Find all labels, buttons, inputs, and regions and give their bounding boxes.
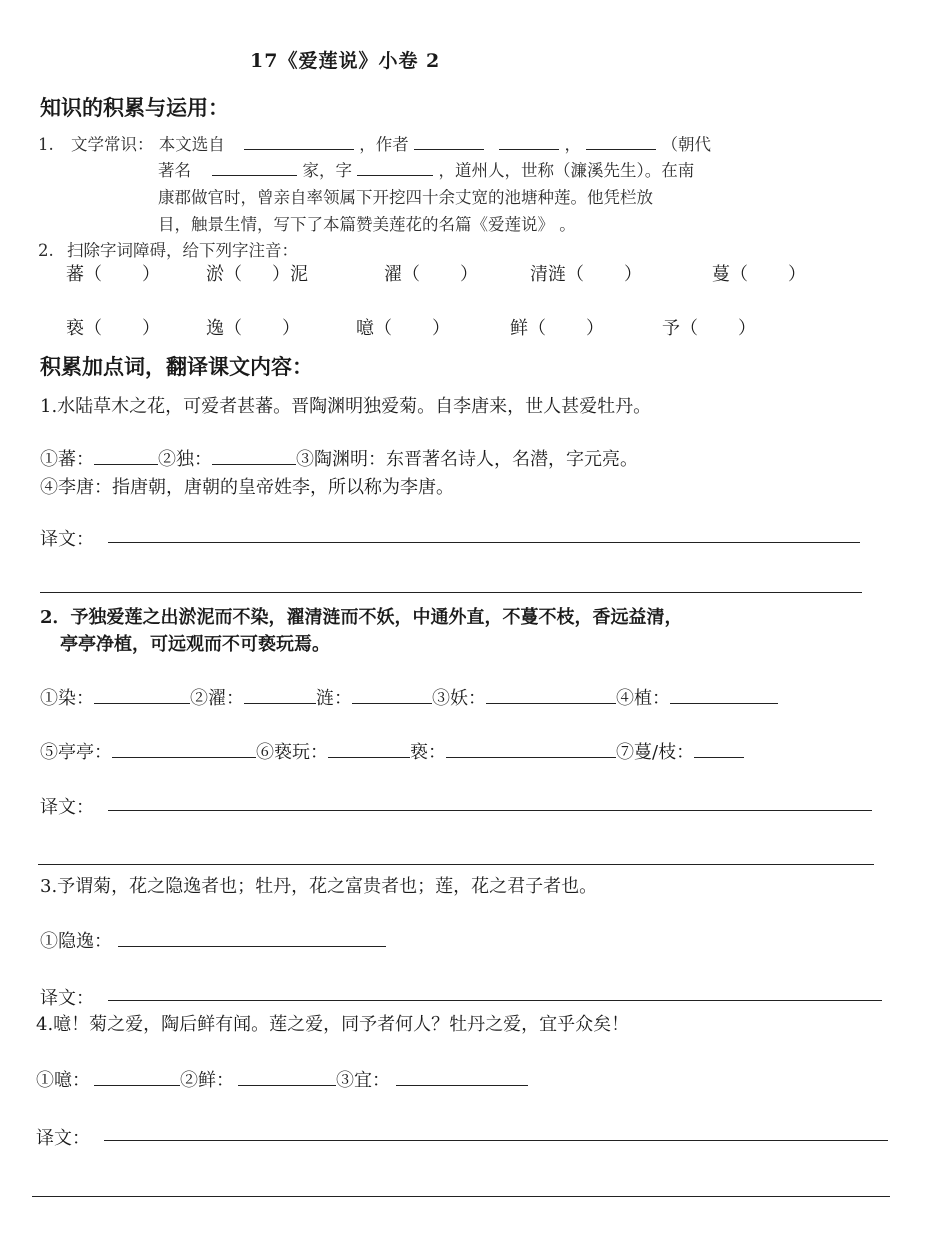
item-label: 扫除字词障碍，给下列字注音： [67,241,298,260]
section-heading-knowledge: 知识的积累与运用： [40,95,229,120]
q4-translation-line-2[interactable] [32,1196,890,1197]
text-fragment: ， [564,135,581,154]
q3-row1 [40,927,386,953]
label: 亵： [410,742,446,763]
q1-row1 [40,445,638,471]
title-blank[interactable] [212,159,297,176]
page-title: 17《爱莲说》小卷 2 [250,50,441,72]
courtesy-name-blank[interactable] [357,159,433,176]
q1-du-blank[interactable] [212,448,296,465]
q4-yi-blank[interactable] [94,1069,180,1086]
q2-tingting-blank[interactable] [112,741,256,758]
item-number: 1. [38,135,54,154]
q4-yi-suitable-blank[interactable] [396,1069,528,1086]
q2-text-2: 亭亭净植，可远观而不可亵玩焉。 [60,634,330,655]
pinyin-xie[interactable]: 亵（ ） [66,318,160,339]
text-fragment: ，道州人，世称（濂溪先生）。在南 [438,161,695,180]
q2-row1 [40,684,778,710]
dynasty-blank[interactable] [586,133,656,150]
item-number: 2. [38,241,54,260]
q4-row1 [36,1066,528,1092]
q4-xian-blank[interactable] [238,1069,336,1086]
q2-lian-blank[interactable] [352,687,432,704]
q1-translation-label: 译文： [40,529,94,550]
text-fragment: 著名 [158,161,191,180]
q3-translation-label: 译文： [40,988,94,1009]
label: ③妖： [432,688,486,709]
q1-row2: ④李唐：指唐朝，唐朝的皇帝姓李，所以称为李唐。 [40,477,454,498]
q2-text-1: 2．予独爱莲之出淤泥而不染，濯清涟而不妖，中通外直，不蔓不枝，香远益清， [40,607,683,628]
q2-zhi-blank[interactable] [670,687,778,704]
label: ①蕃： [40,449,94,470]
pinyin-lian[interactable]: 清涟（ ） [530,264,642,285]
pinyin-yu[interactable]: 淤（ ）泥 [206,264,308,285]
literary-knowledge-line-4: 目，触景生情，写下了本篇赞美莲花的名篇《爱莲说》 。 [158,215,576,234]
q2-translation-line-2[interactable] [38,864,874,865]
label: 涟： [316,688,352,709]
label: ⑦蔓/枝： [616,742,695,763]
q2-translation-label: 译文： [40,797,94,818]
q4-translation-line-1[interactable] [104,1140,888,1141]
pinyin-xian[interactable]: 鲜（ ） [510,318,604,339]
q3-yinyi-blank[interactable] [118,930,386,947]
label: ⑥亵玩： [256,742,328,763]
q1-text: 1.水陆草木之花，可爱者甚蕃。晋陶渊明独爱菊。自李唐来，世人甚爱牡丹。 [40,396,652,417]
q2-manzhi-blank[interactable] [694,741,744,758]
q2-yao-blank[interactable] [486,687,616,704]
pinyin-yi-sigh[interactable]: 噫（ ） [356,318,450,339]
q1-translation-line-2[interactable] [40,592,862,593]
q2-xie-blank[interactable] [446,741,616,758]
pinyin-man[interactable]: 蔓（ ） [712,264,806,285]
label: ②鲜： [180,1070,234,1091]
q2-zhuo-blank[interactable] [244,687,316,704]
literary-knowledge-line-1 [38,131,711,158]
q3-translation-line[interactable] [108,1000,882,1001]
literary-knowledge-line-3: 康郡做官时，曾亲自率领属下开挖四十余丈宽的池塘种莲。他凭栏放 [158,188,653,207]
author-blank[interactable] [414,133,484,150]
text-fragment: 家，字 [302,161,352,180]
q2-translation-line-1[interactable] [108,810,872,811]
q4-translation-label: 译文： [36,1128,90,1149]
text-fragment: ，作者 [359,135,409,154]
author-blank-2[interactable] [499,133,559,150]
section-heading-translation: 积累加点词，翻译课文内容： [40,354,313,379]
label: ①染： [40,688,94,709]
label: ①隐逸： [40,931,112,952]
label: ④植： [616,688,670,709]
q3-text: 3.予谓菊，花之隐逸者也；牡丹，花之富贵者也；莲，花之君子者也。 [40,876,598,897]
pinyin-zhuo[interactable]: 濯（ ） [384,264,478,285]
source-blank[interactable] [244,133,354,150]
label: ⑤亭亭： [40,742,112,763]
label: ②濯： [190,688,244,709]
q2-row2 [40,738,744,764]
item-label: 文学常识： [71,135,154,154]
label: ②独： [158,449,212,470]
q2-xiewan-blank[interactable] [328,741,410,758]
pinyin-yi[interactable]: 逸（ ） [206,318,300,339]
q1-translation-line-1[interactable] [108,542,860,543]
literary-knowledge-line-2 [158,157,694,184]
q1-fan-blank[interactable] [94,448,158,465]
label: ③陶渊明：东晋著名诗人，名潜，字元亮。 [296,449,638,470]
pinyin-fan[interactable]: 蕃（ ） [66,264,160,285]
label: ③宜： [336,1070,390,1091]
pinyin-yu-me[interactable]: 予（ ） [662,318,756,339]
q2-ran-blank[interactable] [94,687,190,704]
label: ①噫： [36,1070,90,1091]
q4-text: 4.噫！菊之爱，陶后鲜有闻。莲之爱，同予者何人？牡丹之爱，宜乎众矣！ [36,1014,630,1035]
text-fragment: （朝代 [661,135,711,154]
text-fragment: 本文选自 [158,135,225,154]
